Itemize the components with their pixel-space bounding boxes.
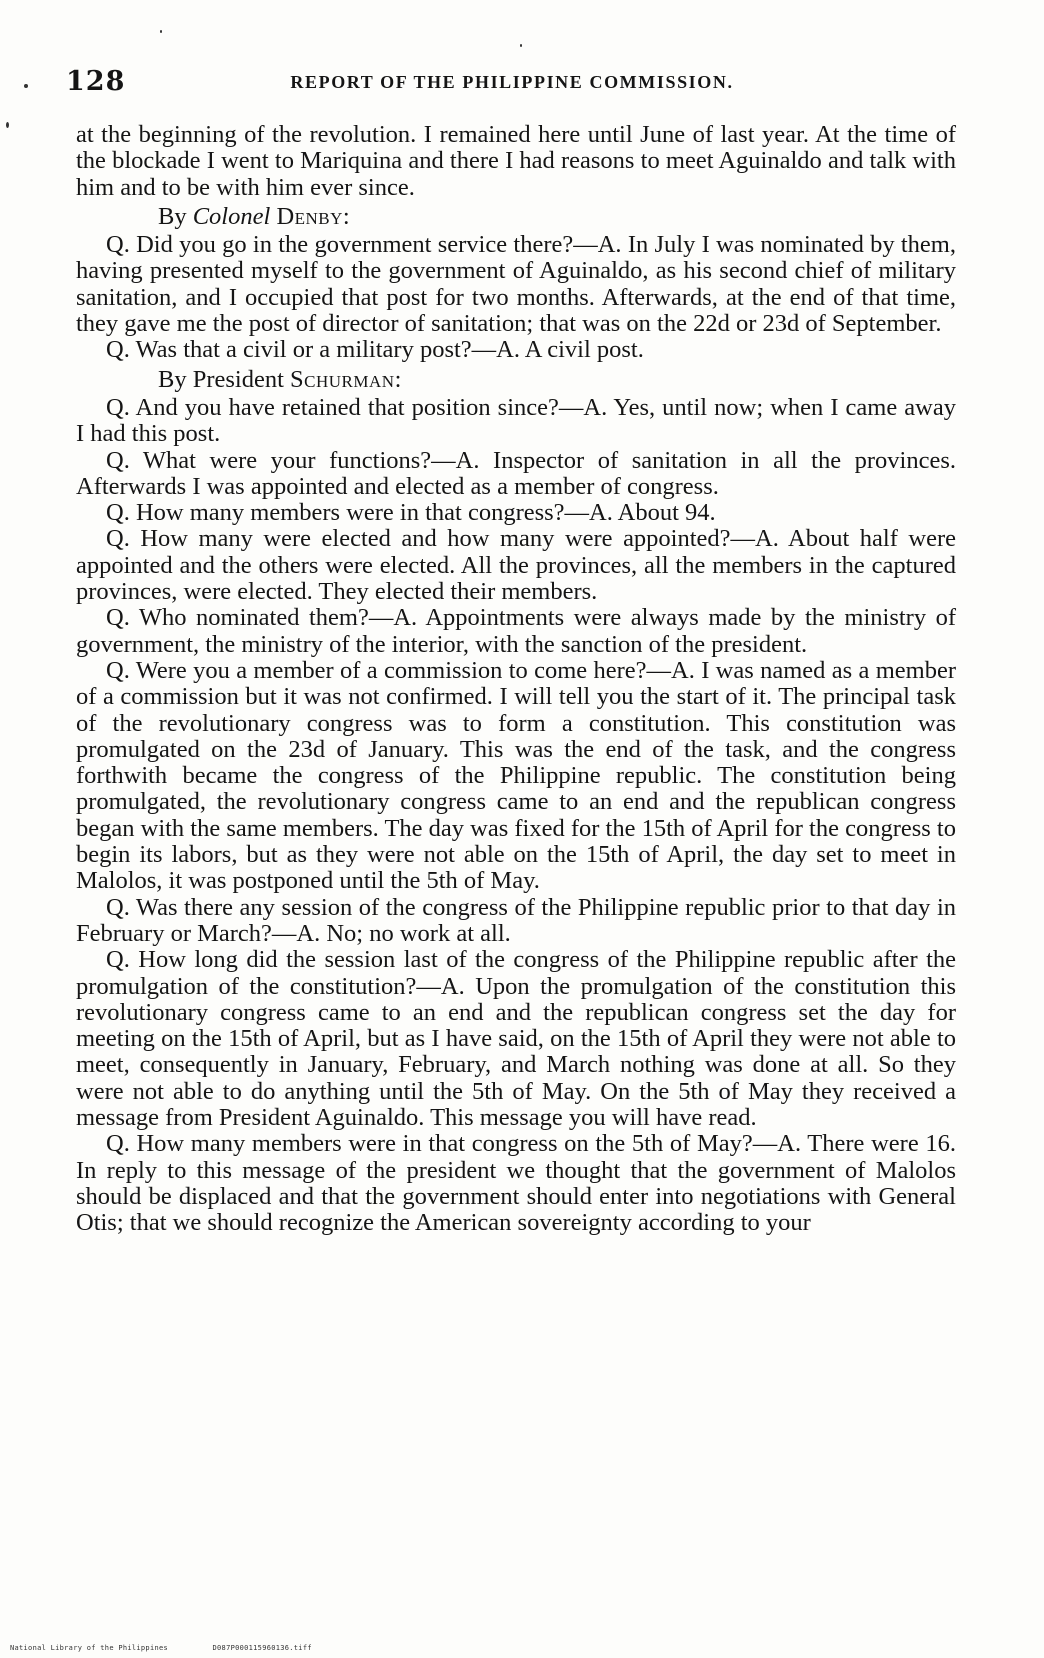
speaker-title: President [192,365,284,393]
library-credit: National Library of the Philippines [10,1644,169,1652]
paragraph: at the beginning of the revolution. I remained here until June of last year. At the time of the blockade I went to Mariquina and there I had reasons to meet Aguinaldo and talk with him and to be with him ever since. [76,121,956,201]
speaker-title: Colonel [192,202,271,230]
file-name: D087P000115960136.tiff [212,1644,312,1652]
speaker-name: Denby [276,202,343,230]
scan-speck [24,84,28,88]
paragraph: Q. Who nominated them?—A. Appointments were always made by the ministry of government, the ministry of the interior, with the sanction of the president. [76,604,956,658]
speaker-heading [76,204,956,230]
paragraph: Q. How long did the session last of the congress of the Philippine republic after the promulgation of the constitution?—A. Upon the promulgation of the constitution this revolutionary congress came to an end and the republican congress set the day for meeting on the 15th of April, but as I have said, on the 15th of April they were not able to meet, consequently in January, February, and March nothing was done at all. So they were not able to do anything until the 5th of May. On the 5th of May they received a message from President Aguinaldo. This message you will have read. [76,946,956,1131]
paragraph: Q. What were your functions?—A. Inspector of sanitation in all the provinces. Afterwards I was appointed and elected as a member of congress. [76,446,956,500]
speaker-suffix: : [342,202,350,230]
paragraph: Q. How many members were in that congress on the 5th of May?—A. There were 16. In reply to this message of the president we thought that the government of Malolos should be displaced and that the government should enter into negotiations with General Otis; that we should recognize the American sovereignty according to your [76,1130,956,1237]
paragraph: Q. And you have retained that position since?—A. Yes, until now; when I came away I had this post. [76,393,956,448]
paragraph: Q. Was that a civil or a military post?—A. A civil post. [106,336,644,364]
body-text [76,122,956,1236]
page-header [62,66,962,102]
speaker-prefix: By [158,202,193,230]
paragraph: Q. How many members were in that congress?—A. About 94. [106,499,716,527]
speaker-heading [76,367,956,393]
paragraph: Q. How many were elected and how many were appointed?—A. About half were appointed and the others were elected. All the provinces, all the members in the captured provinces, were elected. They elected their members. [76,525,956,606]
scan-footer [10,1644,352,1652]
speaker-prefix: By [158,365,193,393]
paragraph: Q. Was there any session of the congress of the Philippine republic prior to that day in February or March?—A. No; no work at all. [76,893,956,947]
scan-speck [160,30,162,33]
scan-speck [6,122,9,128]
scan-speck [520,44,522,47]
running-title: REPORT OF THE PHILIPPINE COMMISSION. [290,72,734,92]
paragraph: Q. Did you go in the government service there?—A. In July I was nominated by them, having presented myself to the government of Aguinaldo, as his second chief of military sanitation, and I occupied that post for two months. Afterwards, at the end of that time, they gave me the post of director of sanitation; that was on the 22d or 23d of September. [76,231,956,338]
speaker-name: Schurman [290,365,395,393]
page-number: 128 [66,66,126,97]
paragraph: Q. Were you a member of a commission to come here?—A. I was named as a member of a commission but it was not confirmed. I will tell you the start of it. The principal task of the revolutionary congress was to form a constitution. This constitution was promulgated on the 23d of January. This was the end of the task, and the congress forthwith became the congress of the Philippine republic. The constitution being promulgated, the revolutionary congress came to an end and the republican congress began with the same members. The day was fixed for the 15th of April for the congress to begin its labors, but as they were not able on the 15th of April, the day set to meet in Malolos, it was postponed until the 5th of May. [76,656,956,895]
speaker-suffix: : [394,365,402,393]
